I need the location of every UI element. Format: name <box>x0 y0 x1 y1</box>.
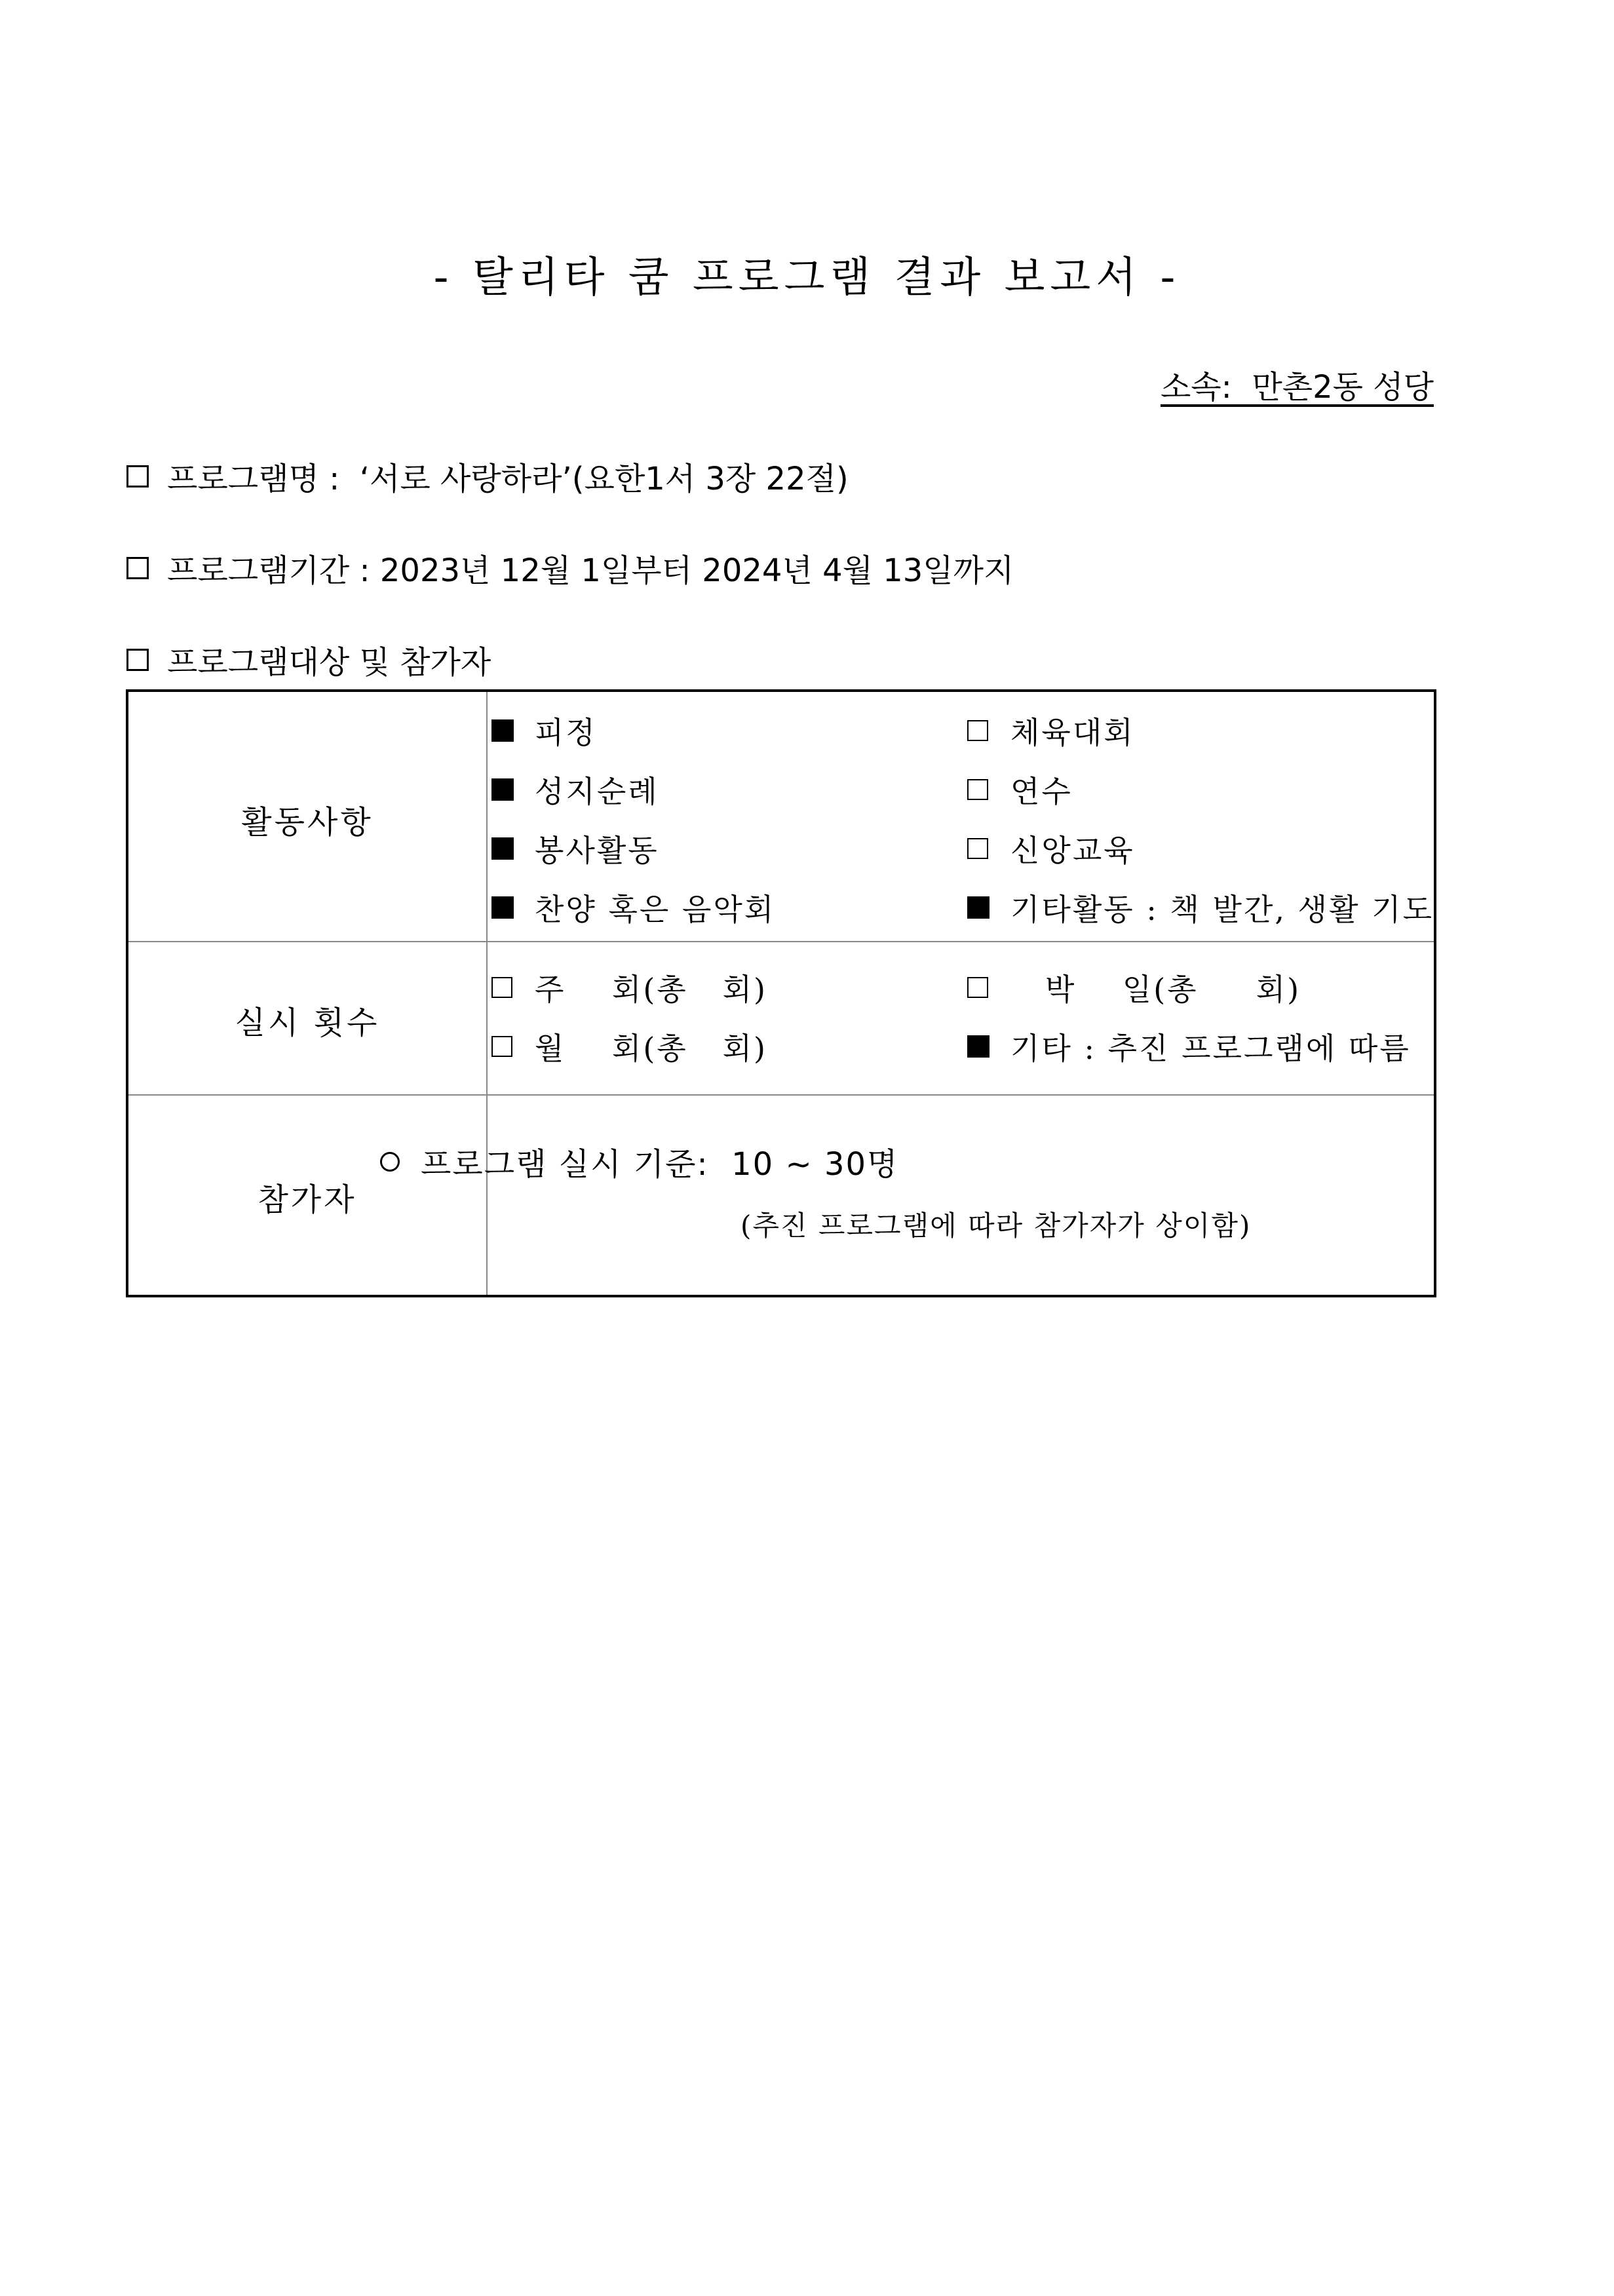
activities-label: 활동사항 <box>241 804 374 841</box>
unchecked-box-icon <box>967 779 988 800</box>
circle-bullet-icon <box>380 1152 400 1172</box>
activity-label: 연수 <box>1010 774 1073 809</box>
frequency-item <box>491 1025 767 1068</box>
row-divider <box>128 1094 1434 1096</box>
unchecked-box-icon <box>967 720 988 741</box>
frequency-text: 주 회(총 회) <box>535 972 767 1007</box>
program-period-text: 프로그램기간 : 2023년 12월 1일부터 2024년 4월 13일까지 <box>167 552 1014 589</box>
checked-box-icon <box>491 837 514 860</box>
frequency-item <box>967 1025 1411 1068</box>
frequency-text: 박 일(총 회) <box>1010 972 1301 1007</box>
row-divider <box>128 941 1434 942</box>
program-target-text: 프로그램대상 및 참가자 <box>167 644 491 681</box>
activity-item <box>967 709 1135 752</box>
checked-box-icon <box>491 778 514 801</box>
activity-item <box>967 886 1434 929</box>
criteria-text: 프로그램 실시 기준: 10 ~ 30명 <box>421 1146 899 1183</box>
activity-label: 체육대회 <box>1010 715 1135 750</box>
empty-checkbox-icon <box>126 649 149 671</box>
activity-item <box>491 827 659 870</box>
frequency-item <box>967 966 1301 1009</box>
participants-criteria <box>380 1139 898 1184</box>
frequency-text: 기타 : 추진 프로그램에 따름 <box>1010 1031 1411 1066</box>
activity-item <box>491 768 659 811</box>
activity-item <box>967 768 1073 811</box>
checked-box-icon <box>491 719 514 742</box>
affiliation-text: 소속: 만촌2동 성당 <box>1160 369 1434 406</box>
frequency-item <box>491 966 767 1009</box>
activity-label: 찬양 혹은 음악회 <box>535 892 776 927</box>
activity-label: 성지순례 <box>535 774 659 809</box>
checked-box-icon <box>967 896 990 919</box>
column-divider <box>486 692 488 1295</box>
empty-checkbox-icon <box>126 465 149 488</box>
checked-box-icon <box>967 1035 990 1058</box>
activity-label: 기타활동 : 책 발간, 생활 기도 <box>1010 892 1434 927</box>
program-name-text: 프로그램명 : ‘서로 사랑하라’(요한1서 3장 22절) <box>167 461 849 497</box>
activity-item <box>491 886 775 929</box>
checked-box-icon <box>491 896 514 919</box>
frequency-label: 실시 횟수 <box>235 1004 380 1041</box>
activity-label: 봉사활동 <box>535 833 659 868</box>
unchecked-box-icon <box>491 1036 512 1057</box>
unchecked-box-icon <box>967 977 988 998</box>
program-target-section <box>126 637 491 682</box>
activity-item <box>491 709 597 752</box>
activity-item <box>967 827 1135 870</box>
empty-checkbox-icon <box>126 557 149 579</box>
document-title: - 탈리타 쿰 프로그램 결과 보고서 - <box>433 254 1181 302</box>
activity-label: 피정 <box>535 715 597 750</box>
unchecked-box-icon <box>491 977 512 998</box>
participants-note: (추진 프로그램에 따라 참가자가 상이함) <box>740 1210 1252 1242</box>
activity-label: 신앙교육 <box>1010 833 1135 868</box>
frequency-text: 월 회(총 회) <box>535 1031 767 1066</box>
program-period-section <box>126 545 1014 590</box>
unchecked-box-icon <box>967 838 988 859</box>
participants-label: 참가자 <box>258 1181 357 1218</box>
program-name-section <box>126 453 849 499</box>
